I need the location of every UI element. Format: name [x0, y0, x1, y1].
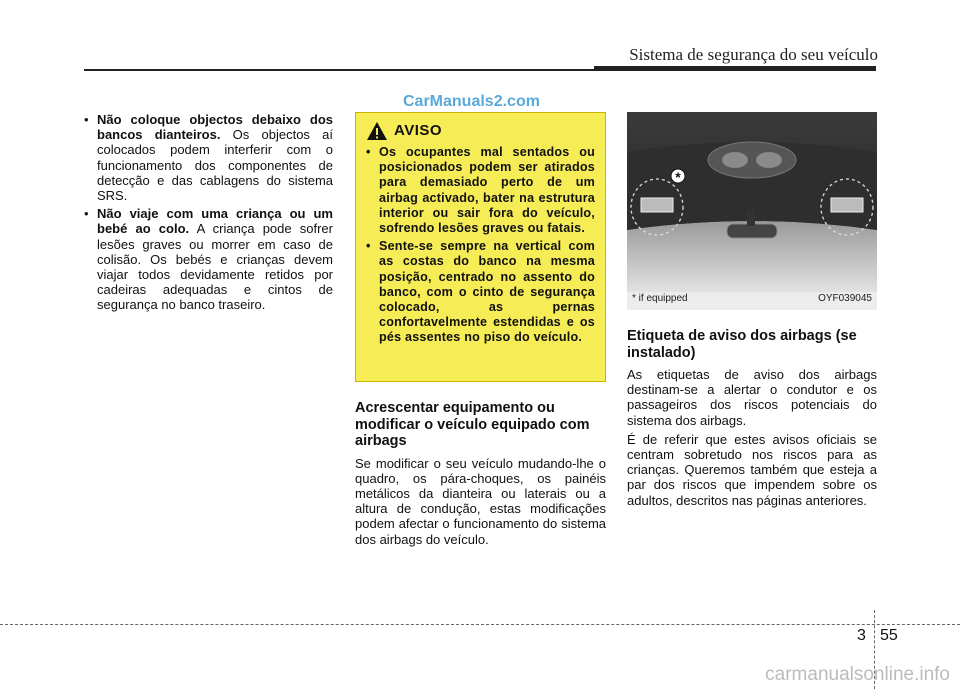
item-text: Os objectos aí colocados podem interferir com o funcionamento dos componentes de detecção e das cablagens do sistema SRS.: [97, 127, 333, 204]
item-bold-lead: Não viaje com uma criança ou um bebé ao colo.: [97, 206, 333, 237]
section-paragraph: As etiquetas de aviso dos airbags destinam-se a alertar o condutor e os passageiros dos riscos potenciais do sistema dos airbags.: [627, 367, 877, 428]
warning-box: [355, 112, 606, 382]
section-paragraph: Se modificar o seu veículo mudando-lhe o quadro, os pára-choques, os painéis metálicos da dianteira ou laterais ou a altura de condução, estas modificações podem afectar o funcionamento do sistema dos airbags do veículo.: [355, 455, 606, 547]
figure-marker: *: [675, 169, 681, 185]
watermark-bottom[interactable]: carmanualsonline.info: [765, 664, 950, 685]
warning-list: [366, 145, 595, 346]
chapter-number: 3: [857, 627, 866, 644]
page-number: 55: [880, 627, 898, 644]
bullet-list: [84, 112, 333, 313]
warning-title: AVISO: [394, 122, 443, 140]
column-left: [84, 112, 333, 316]
item-text: A criança pode sofrer lesões graves ou morrer em caso de colisão. Os bebés e crianças devem viajar todos devidamente retidos por cadeiras adequadas e cintos de segurança no banco traseiro.: [97, 221, 333, 313]
section-paragraph: É de referir que estes avisos oficiais se centram sobretudo nos riscos para as crianças. Queremos também que esteja a par dos riscos que impendem sobre os adultos, descritos nas páginas anteriores.: [627, 431, 877, 508]
figure-code: OYF039045: [818, 292, 872, 304]
list-item: [84, 206, 333, 312]
section-heading: Acrescentar equipamento ou modificar o veículo equipado com airbags: [355, 400, 590, 449]
warning-item: • Os ocupantes mal sentados ou posicionados podem ser atirados para demasiado perto de um airbag activado, bater na estrutura interior ou sair fora do veículo, sofrendo lesões graves ou fatais.: [366, 145, 595, 236]
section-heading: Etiqueta de aviso dos airbags (se instalado): [627, 328, 857, 361]
column-middle: [355, 112, 606, 551]
header-title: Sistema de segurança do seu veículo: [629, 45, 878, 64]
figure-airbag-labels: [627, 112, 877, 310]
header-rule-accent: [594, 66, 876, 71]
watermark-top[interactable]: CarManuals2.com: [403, 93, 540, 110]
footer-rule: [0, 624, 960, 625]
warning-triangle-icon: [366, 121, 388, 141]
list-item: [84, 112, 333, 203]
item-bold-lead: Não coloque objectos debaixo dos bancos dianteiros.: [97, 112, 333, 143]
warning-header: [366, 121, 595, 141]
figure-caption: * if equipped: [632, 292, 688, 304]
column-right: [627, 112, 877, 512]
sun-visor-photo: [627, 112, 877, 292]
warning-item: • Sente-se sempre na vertical com as costas do banco na mesma posição, centrado no assento do banco, com o cinto de segurança colocado, as pernas confortavelmente estendidas e os pés assentes no piso do veículo.: [366, 239, 595, 345]
